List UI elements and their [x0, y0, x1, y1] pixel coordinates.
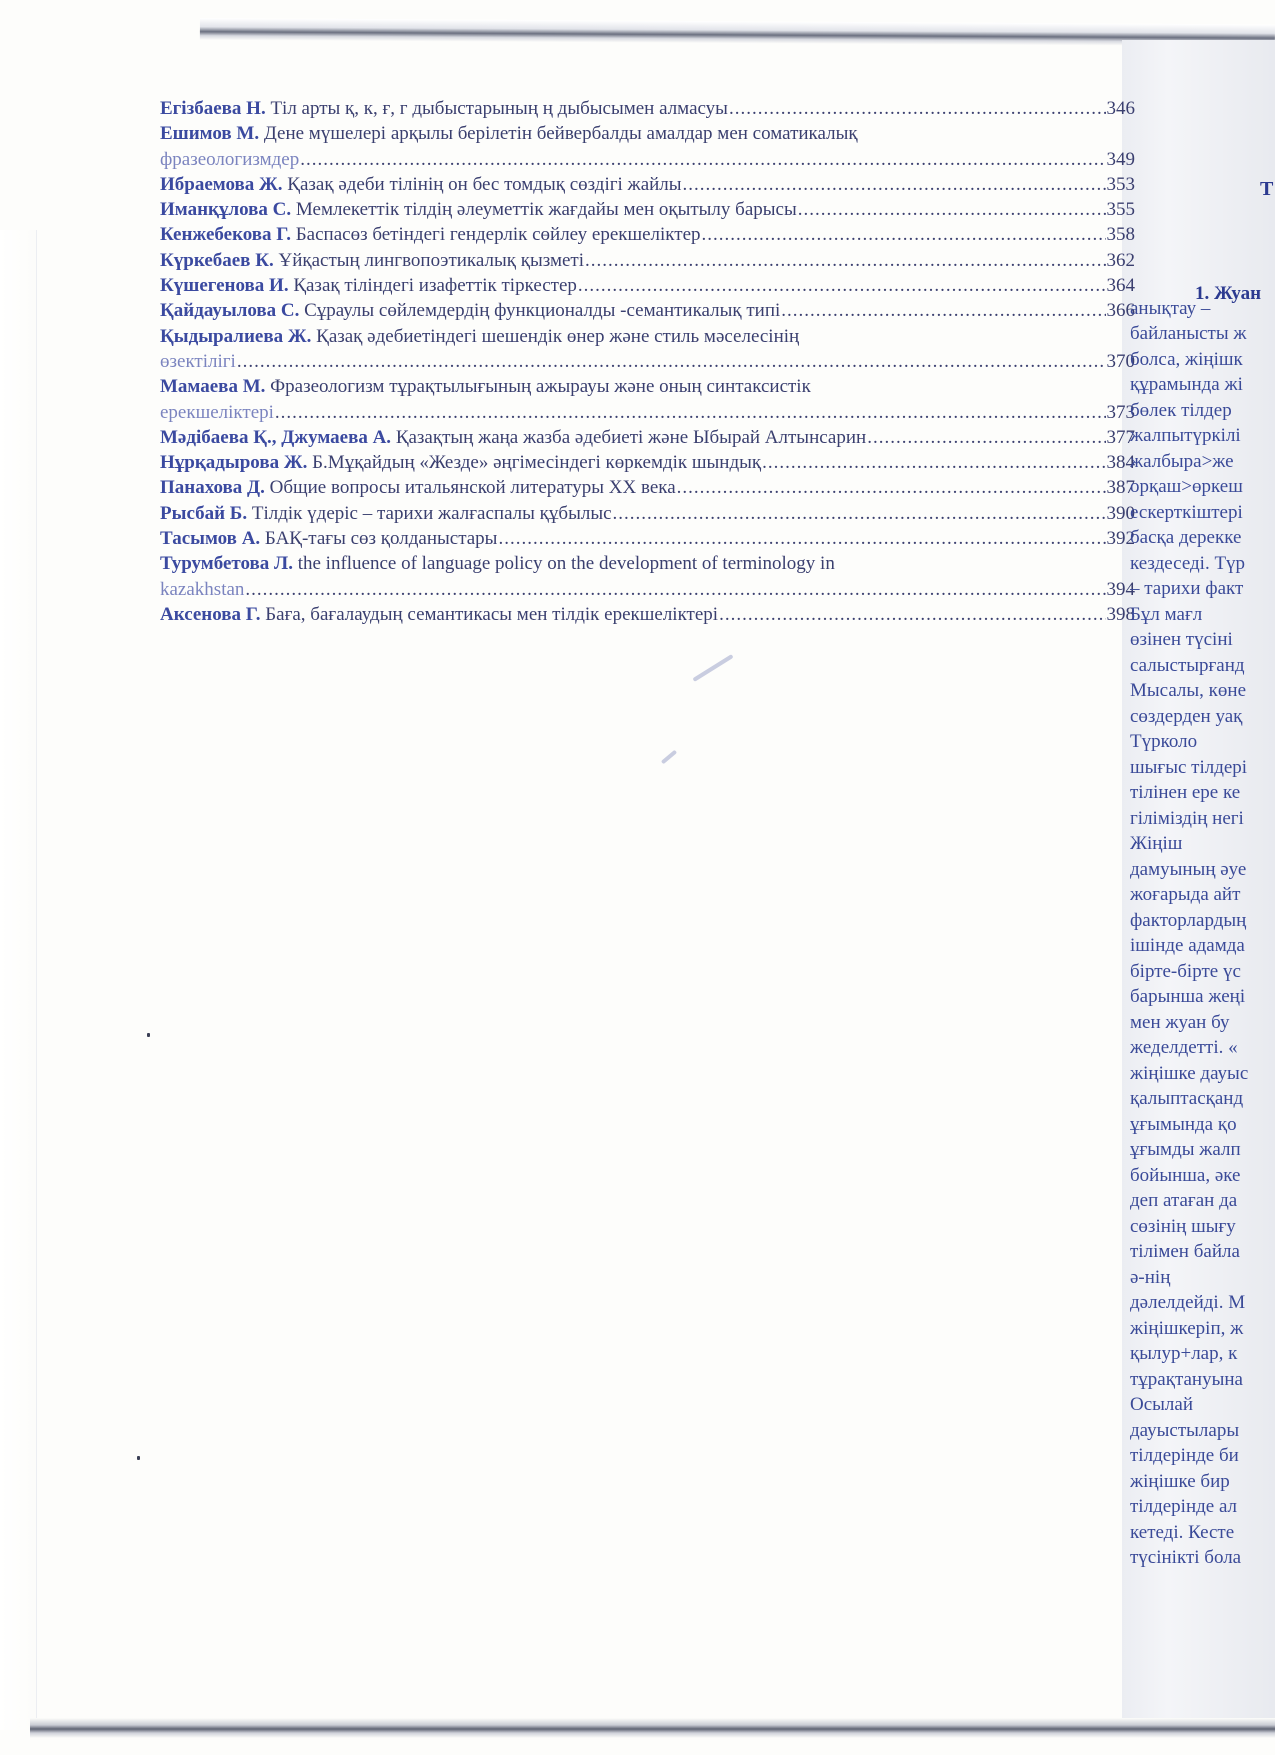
toc-author: Кенжебекова Г.	[160, 224, 292, 246]
toc-entry-line	[160, 400, 1135, 425]
toc-title: the influence of language policy on the development of terminology in	[297, 553, 835, 575]
toc-leader-dots	[867, 425, 1105, 450]
toc-leader-dots	[245, 577, 1105, 602]
toc-title: Баспасөз бетіндегі гендерлік сөйлеу ерекшеліктер	[295, 224, 701, 246]
toc-leader-dots	[781, 298, 1105, 323]
adjacent-page-line: барынша жеңі	[1130, 986, 1246, 1007]
adjacent-page-line: Бұл мағл	[1130, 603, 1203, 625]
adjacent-page-line: жіңішке дауыс	[1130, 1062, 1249, 1084]
toc-entry-line	[160, 526, 1135, 551]
toc-title: Б.Мұқайдың «Жезде» әңгімесіндегі көркемдік шындық	[312, 452, 762, 474]
toc-page-number: 366	[1106, 300, 1135, 322]
adjacent-page-line: бөлек тілдер	[1130, 399, 1232, 421]
toc-page-number: 362	[1106, 249, 1135, 271]
toc-entry-line	[160, 147, 1135, 172]
adjacent-page-line: анықтау –	[1130, 297, 1211, 319]
toc-entry	[160, 501, 1135, 526]
toc-entry	[160, 172, 1135, 197]
toc-entry	[160, 324, 1135, 375]
toc-entry-line	[160, 450, 1135, 475]
adjacent-page-line: Осылай	[1130, 1394, 1194, 1415]
toc-author: Егізбаева Н.	[160, 98, 266, 119]
toc-title: Дене мүшелері арқылы берілетін бейвербалды амалдар мен соматикалық	[263, 123, 858, 145]
toc-author: Күшегенова И.	[160, 275, 289, 297]
toc-page-number: 373	[1106, 401, 1135, 423]
toc-entry	[160, 197, 1135, 222]
toc-entry-line	[160, 273, 1135, 298]
adjacent-page-line: ішінде адамда	[1130, 935, 1245, 956]
toc-author: Рысбай Б.	[160, 502, 248, 524]
adjacent-page-line: тілдерінде би	[1130, 1445, 1239, 1466]
adjacent-page-line: өзінен түсіні	[1130, 629, 1233, 650]
table-of-contents	[160, 96, 1135, 627]
adjacent-page-line: жалбыра>же	[1130, 450, 1234, 472]
toc-entry	[160, 475, 1135, 500]
toc-entry	[160, 121, 1135, 172]
adjacent-page-line: Түрколо	[1130, 731, 1198, 752]
toc-entry	[160, 298, 1135, 323]
toc-entry-line	[160, 197, 1135, 222]
adjacent-page-line: тілдерінде ал	[1130, 1496, 1238, 1517]
toc-entry-line	[160, 172, 1135, 197]
toc-entry	[160, 450, 1135, 475]
toc-entry-line	[160, 121, 1135, 146]
adjacent-page-line: деп атаған да	[1130, 1190, 1238, 1211]
adjacent-page-line: ә-нің	[1130, 1266, 1171, 1288]
adjacent-page-line: кездеседі. Түр	[1130, 552, 1246, 574]
toc-entry	[160, 248, 1135, 273]
toc-author: Турумбетова Л.	[160, 553, 293, 575]
toc-title: Қазақ тіліндегі изафеттік тіркестер	[293, 275, 577, 297]
adjacent-page-line: тілімен байла	[1130, 1241, 1240, 1262]
toc-title: Қазақ әдеби тілінің он бес томдық сөздігі жайлы	[287, 173, 682, 195]
adjacent-page-line: Мысалы, көне	[1130, 680, 1247, 701]
toc-page-number: 355	[1106, 199, 1135, 221]
toc-page-number: 353	[1106, 173, 1135, 195]
adjacent-page-line: тұрақтануына	[1130, 1368, 1243, 1390]
toc-author: Ибраемова Ж.	[160, 173, 283, 195]
adjacent-page-marker: Т	[1260, 178, 1274, 200]
adjacent-page-line: гілімiздің негі	[1130, 807, 1244, 829]
toc-leader-dots	[762, 450, 1105, 475]
toc-entry-line	[160, 475, 1135, 500]
toc-author: Панахова Д.	[160, 477, 265, 499]
toc-title: Тілдік үдеріс – тарихи жалғаспалы құбылыс	[251, 502, 612, 524]
toc-leader-dots	[798, 197, 1106, 222]
toc-title: ерекшеліктері	[160, 401, 274, 423]
adjacent-page-line: Жіңіш	[1130, 833, 1183, 854]
toc-author: Мамаева М.	[160, 376, 266, 398]
toc-entry-line	[160, 501, 1135, 526]
scan-bottom-edge	[30, 1718, 1275, 1738]
scan-top-edge	[200, 18, 1275, 47]
adjacent-page-line: ұғымында қо	[1130, 1113, 1237, 1135]
adjacent-page-line: сөздерден уақ	[1130, 705, 1243, 727]
toc-page-number: 384	[1106, 452, 1135, 474]
adjacent-page-line: жіңішке бир	[1130, 1470, 1230, 1492]
toc-page-number: 387	[1106, 477, 1135, 499]
adjacent-page-text	[1130, 270, 1275, 1571]
toc-leader-dots	[702, 222, 1106, 247]
adjacent-page-line: ескерткіштері	[1130, 501, 1243, 523]
adjacent-page-line: салыстырғанд	[1130, 654, 1245, 676]
toc-leader-dots	[578, 273, 1106, 298]
toc-entry	[160, 374, 1135, 425]
adjacent-page-line: бойынша, әке	[1130, 1164, 1241, 1186]
toc-entry	[160, 96, 1135, 121]
toc-title: өзектілігі	[160, 350, 236, 372]
toc-entry	[160, 526, 1135, 551]
adjacent-page-line: мен жуан бу	[1130, 1011, 1230, 1033]
toc-title: Қазақ әдебиетіндегі шешендік өнер және стиль мәселесінің	[316, 325, 800, 347]
toc-leader-dots	[719, 602, 1105, 627]
toc-author: Иманқұлова С.	[160, 199, 292, 221]
toc-title: Тіл арты қ, к, ғ, г дыбыстарының ң дыбысымен алмасуы	[270, 98, 728, 119]
toc-entry-line	[160, 425, 1135, 450]
adjacent-page-line: жеделдетті. «	[1130, 1037, 1238, 1058]
toc-author: Нұрқадырова Ж.	[160, 452, 308, 474]
toc-entry-line	[160, 324, 1135, 349]
toc-leader-dots	[613, 501, 1106, 526]
adjacent-page-line: байланысты ж	[1130, 323, 1247, 344]
toc-leader-dots	[585, 248, 1106, 273]
scan-smudge	[661, 750, 677, 765]
adjacent-page-line: дамуының әуе	[1130, 858, 1247, 880]
adjacent-page-line: болса, жіңішк	[1130, 348, 1243, 370]
scan-smudge	[692, 654, 733, 682]
adjacent-page-line: бірте-бірте үс	[1130, 960, 1241, 982]
toc-page-number: 349	[1106, 148, 1135, 170]
adjacent-page-line: орқаш>өркеш	[1130, 476, 1243, 497]
toc-entry-line	[160, 577, 1135, 602]
toc-author: Қыдыралиева Ж.	[160, 325, 312, 347]
toc-author: Тасымов А.	[160, 528, 261, 550]
adjacent-page-line: шығыс тілдері	[1130, 756, 1248, 778]
toc-entry-line	[160, 298, 1135, 323]
toc-leader-dots	[729, 96, 1106, 121]
toc-title: Мемлекеттік тілдің әлеуметтік жағдайы мен оқытылу барысы	[295, 199, 797, 221]
scan-left-edge	[0, 230, 37, 1730]
scan-speck	[147, 1033, 150, 1037]
adjacent-page-line: түсінікті бола	[1130, 1547, 1242, 1568]
toc-title: Қазақтың жаңа жазба әдебиеті және Ыбырай Алтынсарин	[395, 426, 867, 448]
toc-title: фразеологизмдер	[160, 148, 300, 170]
adjacent-page-line: қылур+лар, к	[1130, 1343, 1238, 1364]
toc-leader-dots	[498, 526, 1105, 551]
adjacent-page-line: жіңішкеріп, ж	[1130, 1317, 1244, 1339]
adjacent-page-line: ұғымды жалп	[1130, 1139, 1241, 1160]
toc-leader-dots	[677, 475, 1106, 500]
toc-entry-line	[160, 602, 1135, 627]
adjacent-page-line: жалпытүркілі	[1130, 425, 1241, 446]
adjacent-page-heading: 1. Жуан	[1195, 283, 1262, 304]
toc-title: Общие вопросы итальянской литературы XX века	[269, 477, 676, 499]
toc-page-number: 390	[1106, 502, 1135, 524]
toc-entry-line	[160, 374, 1135, 399]
toc-leader-dots	[300, 147, 1105, 172]
toc-leader-dots	[237, 349, 1106, 374]
toc-entry	[160, 222, 1135, 247]
toc-page-number: 364	[1106, 275, 1135, 297]
toc-page-number: 346	[1106, 98, 1135, 119]
adjacent-page-line: факторлардың	[1130, 909, 1247, 931]
toc-leader-dots	[275, 400, 1106, 425]
toc-page-number: 394	[1106, 578, 1135, 600]
toc-page-number: 370	[1106, 350, 1135, 372]
adjacent-page-line: сөзінің шығу	[1130, 1215, 1236, 1237]
toc-author: Күркебаев К.	[160, 249, 274, 271]
adjacent-page-line: – тарихи факт	[1130, 578, 1244, 599]
adjacent-page-line: кетеді. Кесте	[1130, 1521, 1235, 1543]
toc-author: Ешимов М.	[160, 123, 260, 145]
toc-entry	[160, 602, 1135, 627]
toc-entry	[160, 425, 1135, 450]
toc-page-number: 377	[1106, 426, 1135, 448]
toc-title: Ұйқастың лингвопоэтикалық қызметі	[278, 249, 584, 271]
toc-entry	[160, 273, 1135, 298]
adjacent-page-line: тілінен ере ке	[1130, 782, 1241, 803]
toc-entry	[160, 551, 1135, 602]
toc-page-number: 358	[1106, 224, 1135, 246]
toc-entry-line	[160, 248, 1135, 273]
toc-entry-line	[160, 551, 1135, 576]
adjacent-page-line: дәлелдейді. М	[1130, 1292, 1246, 1313]
toc-title: Фразеологизм тұрақтылығының ажырауы және оның синтаксистік	[270, 376, 811, 398]
adjacent-page-line: құрамында жі	[1130, 374, 1243, 395]
adjacent-page-line: дауыстылары	[1130, 1419, 1240, 1441]
adjacent-page-line: басқа дерекке	[1130, 527, 1242, 548]
toc-page-number: 398	[1106, 603, 1135, 625]
scan-speck	[137, 1456, 140, 1460]
toc-author: Қайдауылова С.	[160, 300, 300, 322]
toc-page-number: 392	[1106, 528, 1135, 550]
toc-title: Баға, бағалаудың семантикасы мен тілдік ерекшеліктері	[265, 603, 719, 625]
toc-author: Аксенова Г.	[160, 603, 261, 625]
toc-leader-dots	[683, 172, 1106, 197]
toc-author: Мәдібаева Қ., Джумаева А.	[160, 426, 392, 448]
toc-title: Сұраулы сөйлемдердің функционалды -семантикалық типі	[304, 300, 781, 322]
toc-title: kazakhstan	[160, 578, 245, 600]
toc-entry-line	[160, 222, 1135, 247]
toc-entry-line	[160, 96, 1135, 121]
toc-title: БАҚ-тағы сөз қолданыстары	[264, 528, 498, 550]
adjacent-page-line: қалыптасқанд	[1130, 1088, 1244, 1109]
adjacent-page-line: жоғарыда айт	[1130, 884, 1241, 905]
adjacent-page-line	[1130, 270, 1275, 296]
toc-entry-line	[160, 349, 1135, 374]
